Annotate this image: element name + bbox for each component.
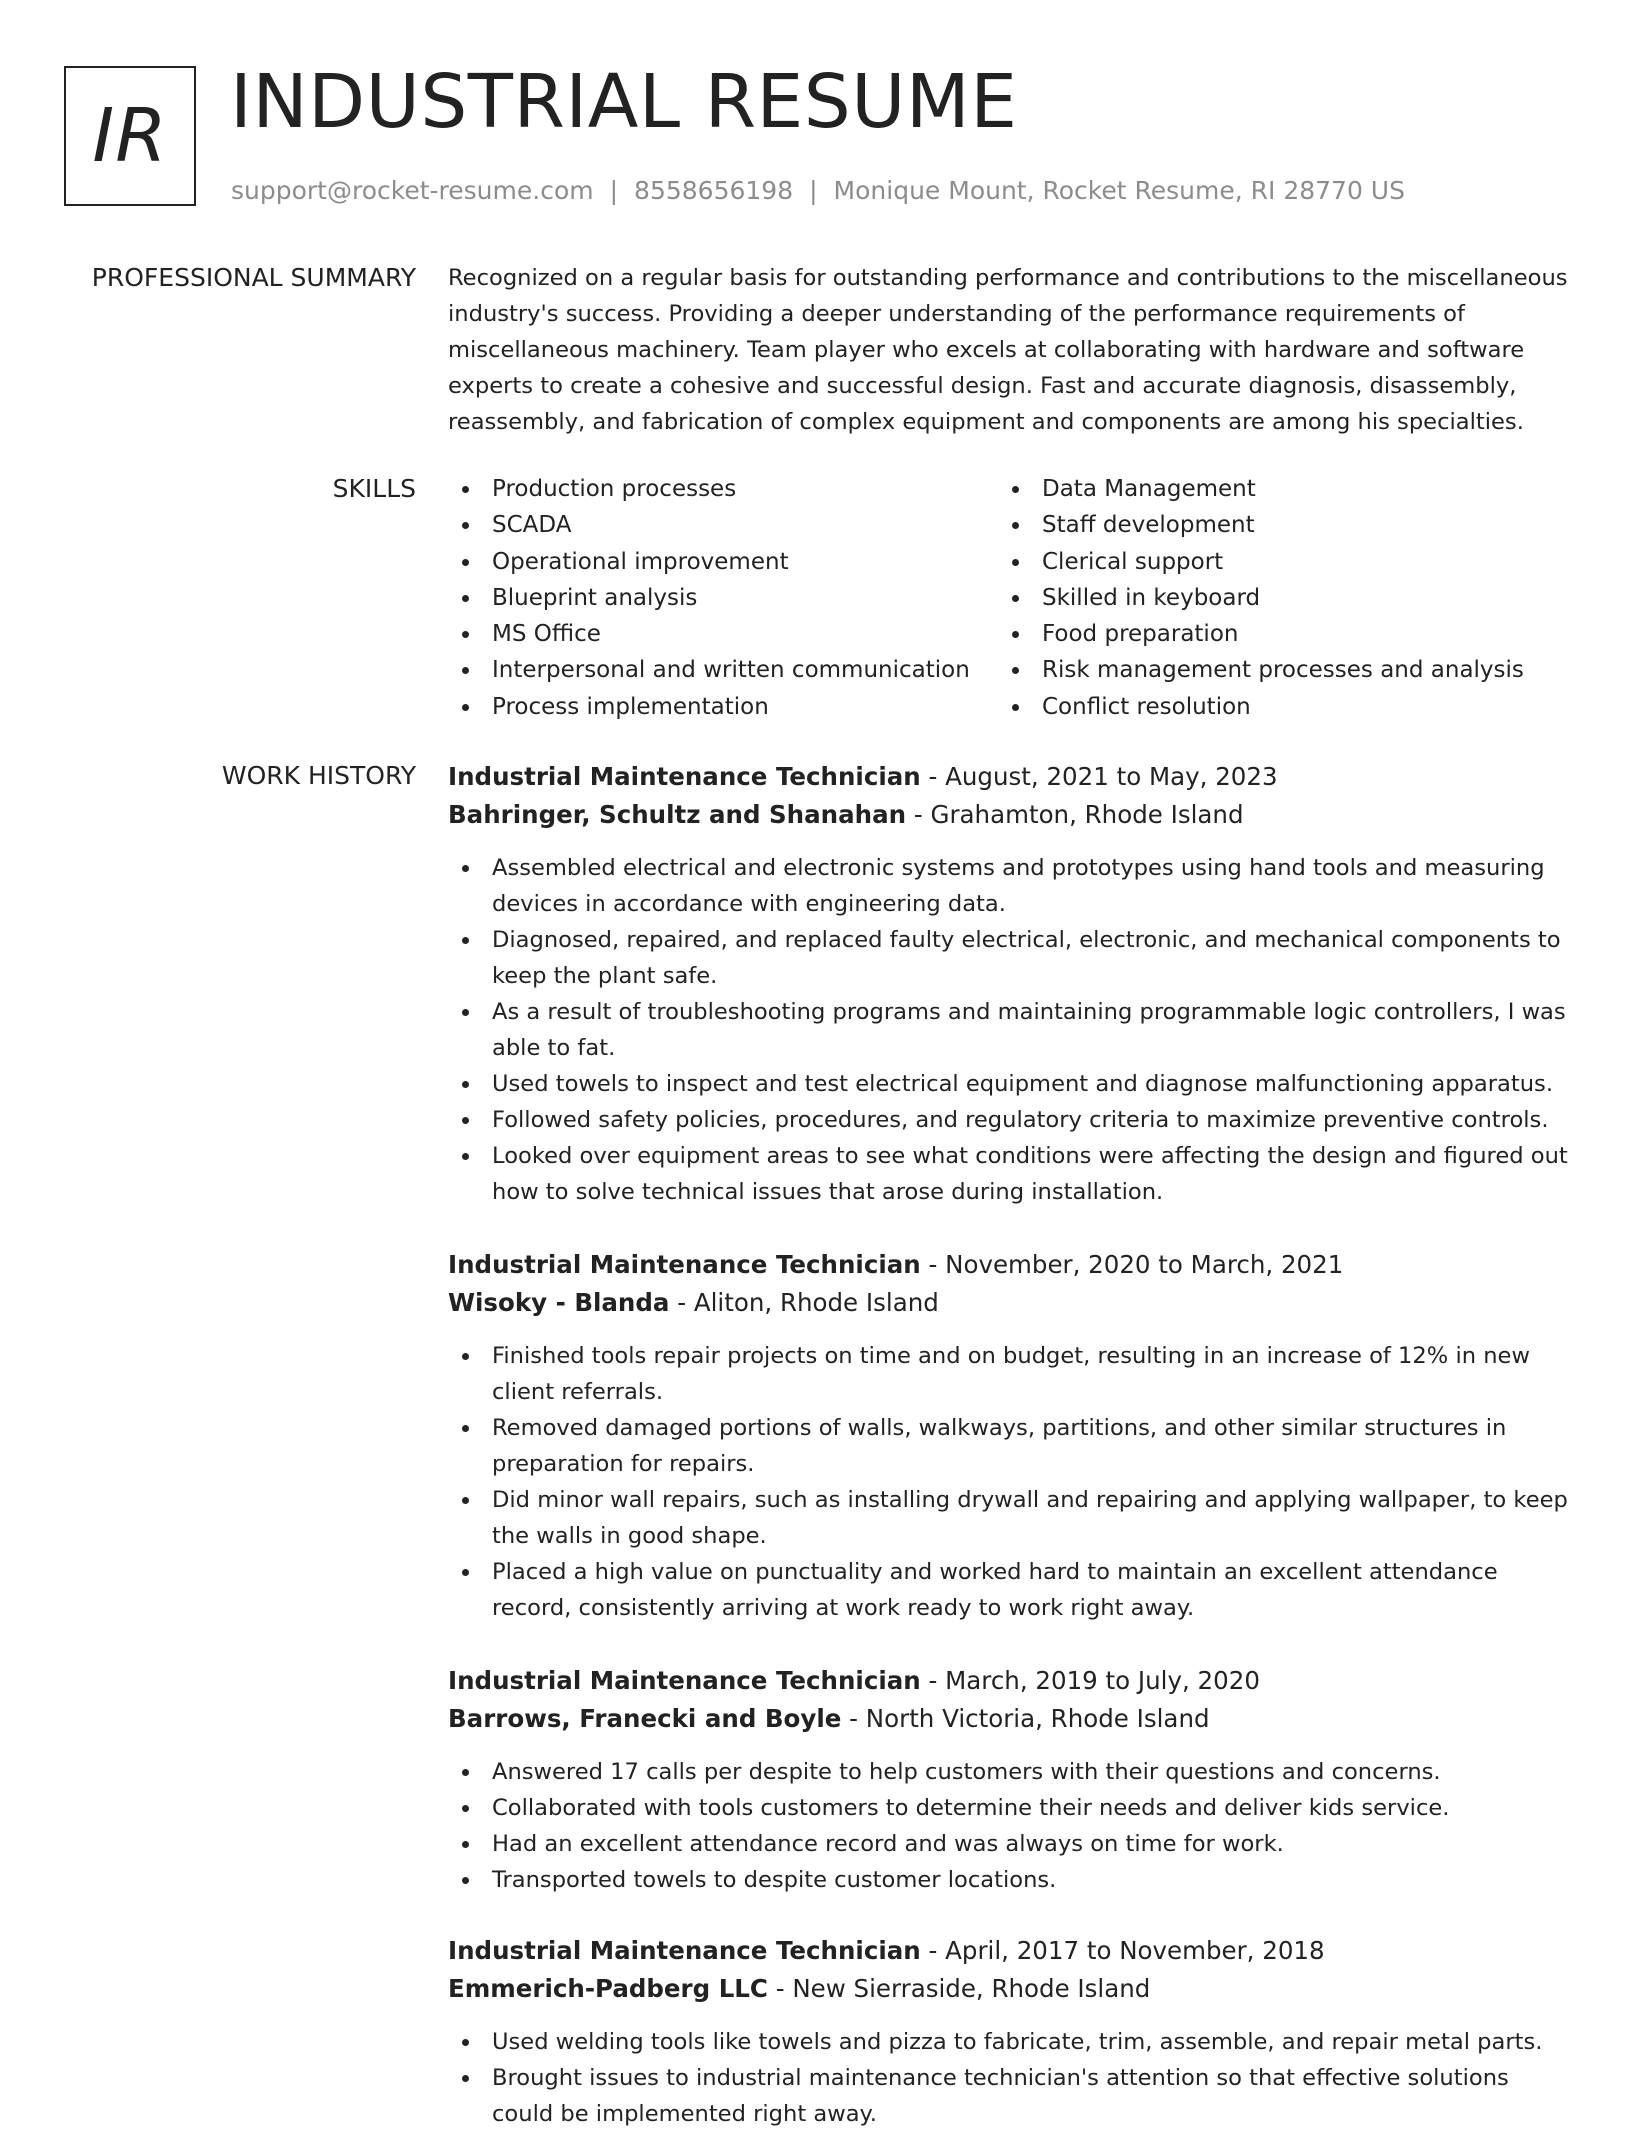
job-company: Barrows, Franecki and Boyle [448,1704,842,1733]
skill-item: Operational improvement [448,544,998,580]
contact-phone: 8558656198 [634,176,794,205]
job-bullet: Removed damaged portions of walls, walkways, partitions, and other similar structures in preparation for repairs. [448,1410,1568,1482]
summary-body [448,260,1568,440]
job-location: - Grahamton, Rhode Island [906,800,1244,829]
job-bullet-list [448,1754,1568,1898]
job-bullet: Collaborated with tools customers to determine their needs and deliver kids service. [448,1790,1568,1826]
skill-item: Data Management [998,471,1548,507]
job-bullet: Transported towels to despite customer locations. [448,1862,1568,1898]
job-company-line [448,1700,1568,1738]
contact-address: Monique Mount, Rocket Resume, RI 28770 US [833,176,1405,205]
skills-heading: SKILLS [332,474,416,503]
job-bullet: Used towels to inspect and test electrical equipment and diagnose malfunctioning apparatus. [448,1066,1568,1102]
job-entry [448,758,1568,1210]
work-history-heading: WORK HISTORY [221,761,416,790]
job-entry [448,1246,1568,1626]
skill-item: Skilled in keyboard [998,580,1548,616]
skills-list-left [448,471,998,725]
skills-body [448,471,1568,725]
job-dates: - March, 2019 to July, 2020 [920,1666,1260,1695]
job-dates: - August, 2021 to May, 2023 [920,762,1278,791]
skill-item: Staff development [998,507,1548,543]
skill-item: Clerical support [998,544,1548,580]
contact-separator: | [609,176,619,205]
job-company: Wisoky - Blanda [448,1288,670,1317]
summary-text: Recognized on a regular basis for outstanding performance and contributions to the miscellaneous industry's success. Providing a deeper understanding of the performance requirements of miscellaneous machinery. Team player who excels at collaborating with hardware and software experts to create a cohesive and successful design. Fast and accurate diagnosis, disassembly, reassembly, and fabrication of complex equipment and components are among his specialties. [448,265,1568,435]
job-title-line [448,758,1568,796]
job-bullet: Answered 17 calls per despite to help customers with their questions and concerns. [448,1754,1568,1790]
job-location: - Aliton, Rhode Island [669,1288,939,1317]
job-location: - New Sierraside, Rhode Island [767,1974,1151,2003]
job-title-line [448,1246,1568,1284]
job-title-line [448,1662,1568,1700]
job-entry [448,1662,1568,1898]
job-bullet: Did minor wall repairs, such as installing drywall and repairing and applying wallpaper, to keep the walls in good shape. [448,1482,1568,1554]
skill-item: Risk management processes and analysis [998,652,1548,688]
job-bullet: Had an excellent attendance record and was always on time for work. [448,1826,1568,1862]
contact-line [231,174,1405,208]
skill-item: SCADA [448,507,998,543]
job-title: Industrial Maintenance Technician [448,762,921,791]
job-bullet-list [448,1338,1568,1626]
job-company: Bahringer, Schultz and Shanahan [448,800,907,829]
skill-item: Conflict resolution [998,689,1548,725]
resume-title: INDUSTRIAL RESUME [230,59,1018,145]
monogram-logo: IR [64,66,196,206]
job-entry [448,1932,1568,2132]
job-bullet: Placed a high value on punctuality and worked hard to maintain an excellent attendance record, consistently arriving at work ready to work right away. [448,1554,1568,1626]
job-bullet: Assembled electrical and electronic systems and prototypes using hand tools and measuring devices in accordance with engineering data. [448,850,1568,922]
skills-list-right [998,471,1548,725]
job-bullet: As a result of troubleshooting programs and maintaining programmable logic controllers, I was able to fat. [448,994,1568,1066]
job-title: Industrial Maintenance Technician [448,1666,921,1695]
job-bullet: Diagnosed, repaired, and replaced faulty electrical, electronic, and mechanical components to keep the plant safe. [448,922,1568,994]
job-company-line [448,1970,1568,2008]
skill-item: Interpersonal and written communication [448,652,998,688]
job-company: Emmerich-Padberg LLC [448,1974,768,2003]
skill-item: Blueprint analysis [448,580,998,616]
job-location: - North Victoria, Rhode Island [841,1704,1210,1733]
skill-item: Production processes [448,471,998,507]
job-bullet-list [448,850,1568,1210]
job-bullet: Finished tools repair projects on time and on budget, resulting in an increase of 12% in new client referrals. [448,1338,1568,1410]
job-bullet: Looked over equipment areas to see what conditions were affecting the design and figured out how to solve technical issues that arose during installation. [448,1138,1568,1210]
job-bullet-list [448,2024,1568,2132]
skill-item: Process implementation [448,689,998,725]
summary-heading: PROFESSIONAL SUMMARY [91,263,416,292]
contact-separator: | [809,176,818,205]
skill-item: Food preparation [998,616,1548,652]
contact-email: support@rocket-resume.com [231,176,594,205]
job-bullet: Brought issues to industrial maintenance technician's attention so that effective solutions could be implemented right away. [448,2060,1568,2132]
job-title: Industrial Maintenance Technician [448,1936,921,1965]
job-bullet: Followed safety policies, procedures, and regulatory criteria to maximize preventive controls. [448,1102,1568,1138]
job-company-line [448,796,1568,834]
job-company-line [448,1284,1568,1322]
job-dates: - April, 2017 to November, 2018 [920,1936,1325,1965]
job-dates: - November, 2020 to March, 2021 [920,1250,1344,1279]
job-title: Industrial Maintenance Technician [448,1250,921,1279]
job-title-line [448,1932,1568,1970]
skill-item: MS Office [448,616,998,652]
job-bullet: Used welding tools like towels and pizza to fabricate, trim, assemble, and repair metal parts. [448,2024,1568,2060]
